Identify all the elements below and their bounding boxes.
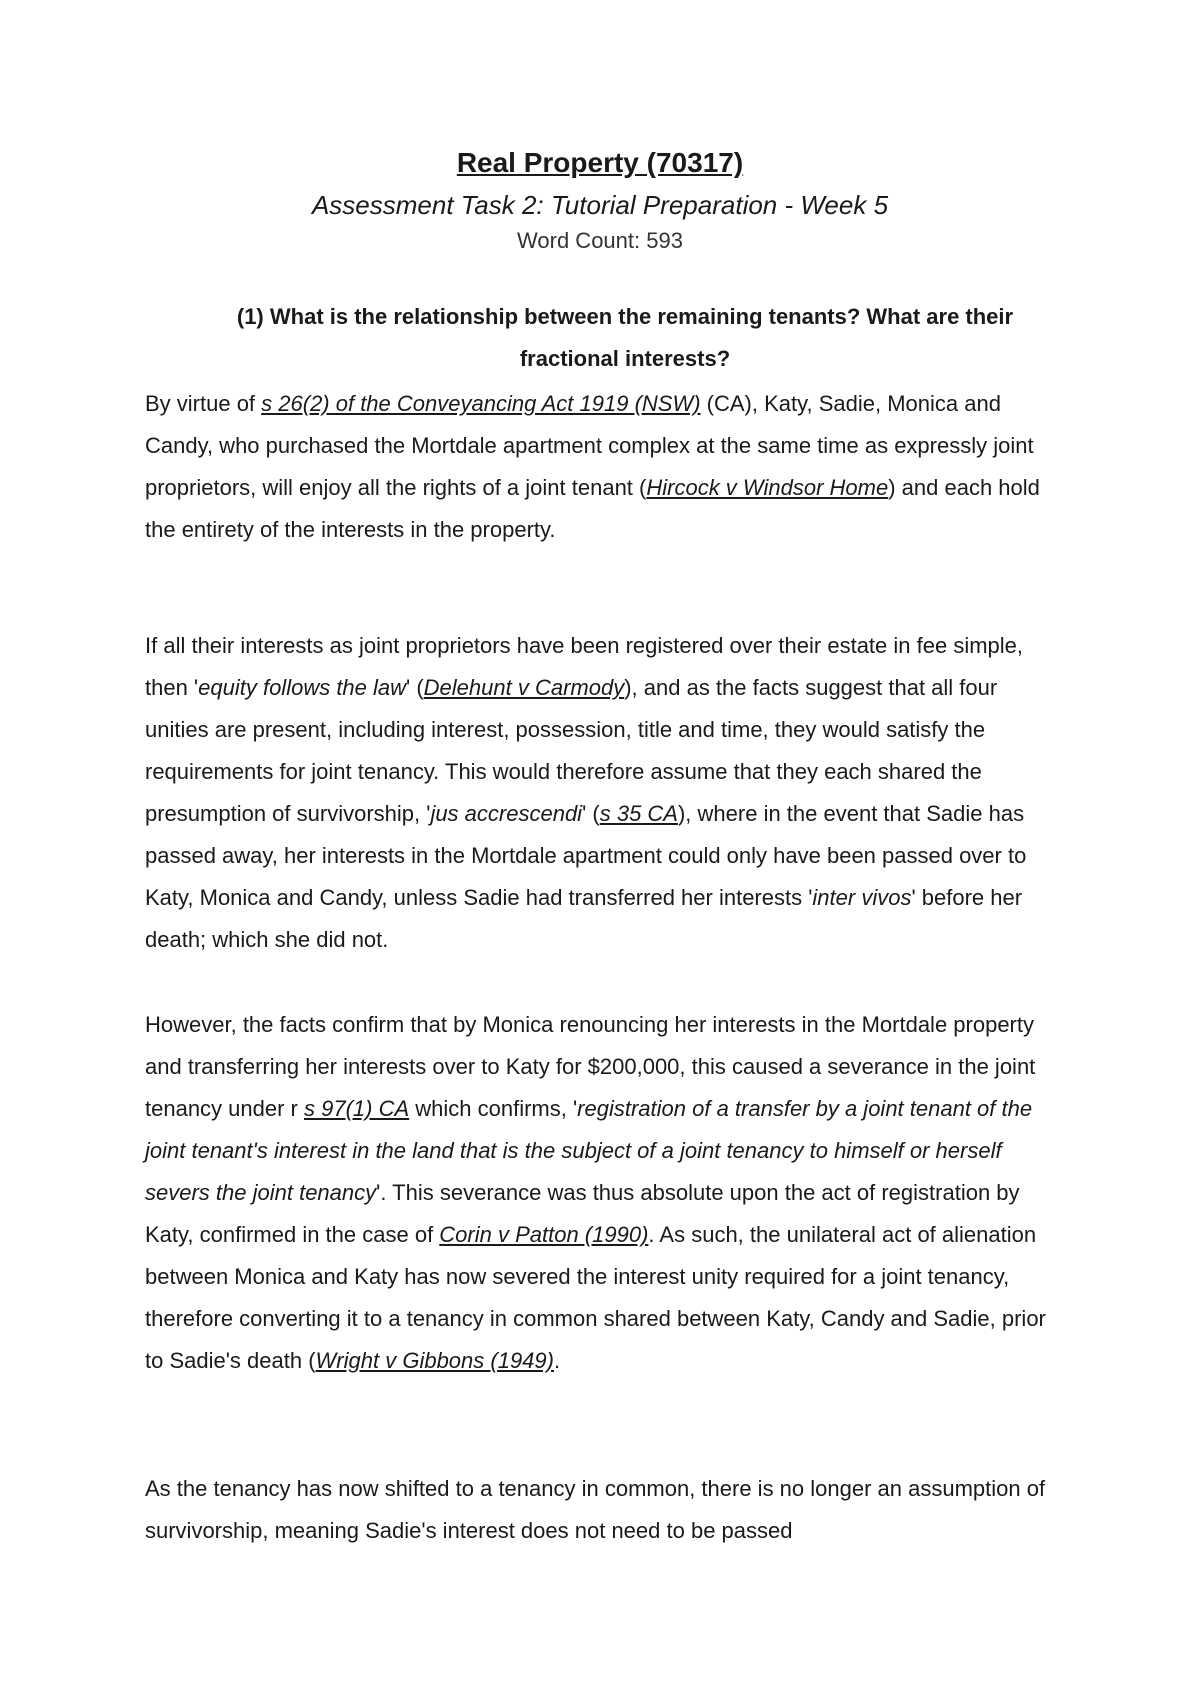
- document-subtitle: Assessment Task 2: Tutorial Preparation - Week 5: [311, 190, 889, 220]
- text-run: ), where in the event that Sadie has passed away, her interests in the Mortdale apartment could only have been passed over to Katy, Monica and Candy, unless Sadie had transferred her interests ': [145, 801, 1027, 910]
- text-run: ' (: [582, 801, 600, 826]
- statute-reference: s 97(1) CA: [303, 1096, 410, 1121]
- paragraph-2: [145, 625, 1065, 961]
- text-run: ' (: [406, 675, 424, 700]
- statute-reference: s 35 CA: [599, 801, 678, 826]
- question-heading: (1) What is the relationship between the remaining tenants? What are their fractional interests?: [236, 304, 1014, 371]
- quoted-phrase: inter vivos: [812, 885, 912, 910]
- text-run: . As such, the unilateral act of alienation between Monica and Katy has now severed the interest unity required for a joint tenancy, therefore converting it to a tenancy in common shared between Katy, Candy and Sadie, prior to Sadie's death (: [145, 1222, 1046, 1373]
- quoted-phrase: equity follows the law: [198, 675, 407, 700]
- text-run: (CA), Katy, Sadie, Monica and Candy, who purchased the Mortdale apartment complex at the same time as expressly joint proprietors, will enjoy all the rights of a joint tenant (: [145, 391, 1034, 500]
- paragraph-3: [145, 1004, 1065, 1382]
- case-citation: Corin v Patton (1990): [439, 1222, 649, 1247]
- paragraph-4: [145, 1468, 1065, 1552]
- case-citation: Delehunt v Carmody: [423, 675, 625, 700]
- text-run: As the tenancy has now shifted to a tenancy in common, there is no longer an assumption of survivorship, meaning Sadie's interest does not need to be passed: [145, 1476, 1046, 1543]
- text-run: By virtue of: [145, 391, 262, 416]
- text-run: ' before her death; which she did not.: [145, 885, 1023, 952]
- text-run: ), and as the facts suggest that all four unities are present, including interest, possession, title and time, they would satisfy the requirements for joint tenancy. This would therefore assume that they each shared the presumption of survivorship, ': [145, 675, 998, 826]
- case-citation: Wright v Gibbons (1949): [315, 1348, 554, 1373]
- quoted-phrase: registration of a transfer by a joint tenant of the joint tenant's interest in the land that is the subject of a joint tenancy to himself or herself severs the joint tenancy: [145, 1096, 1033, 1205]
- text-run: .: [553, 1348, 561, 1373]
- text-run: ) and each hold the entirety of the interests in the property.: [145, 475, 1040, 542]
- quoted-phrase: jus accrescendi: [430, 801, 583, 826]
- document-title: Real Property (70317): [456, 147, 744, 178]
- word-count: Word Count: 593: [517, 228, 683, 253]
- text-run: If all their interests as joint proprietors have been registered over their estate in fee simple, then ': [145, 633, 1024, 700]
- statute-reference: s 26(2) of the Conveyancing Act 1919 (NSW): [261, 391, 701, 416]
- text-run: However, the facts confirm that by Monica renouncing her interests in the Mortdale property and transferring her interests over to Katy for $200,000, this caused a severance in the joint tenancy under r: [145, 1012, 1036, 1121]
- paragraph-1: [145, 383, 1065, 551]
- text-run: which confirms, ': [409, 1096, 578, 1121]
- case-citation: Hircock v Windsor Home: [646, 475, 889, 500]
- text-run: '. This severance was thus absolute upon the act of registration by Katy, confirmed in the case of: [145, 1180, 1020, 1247]
